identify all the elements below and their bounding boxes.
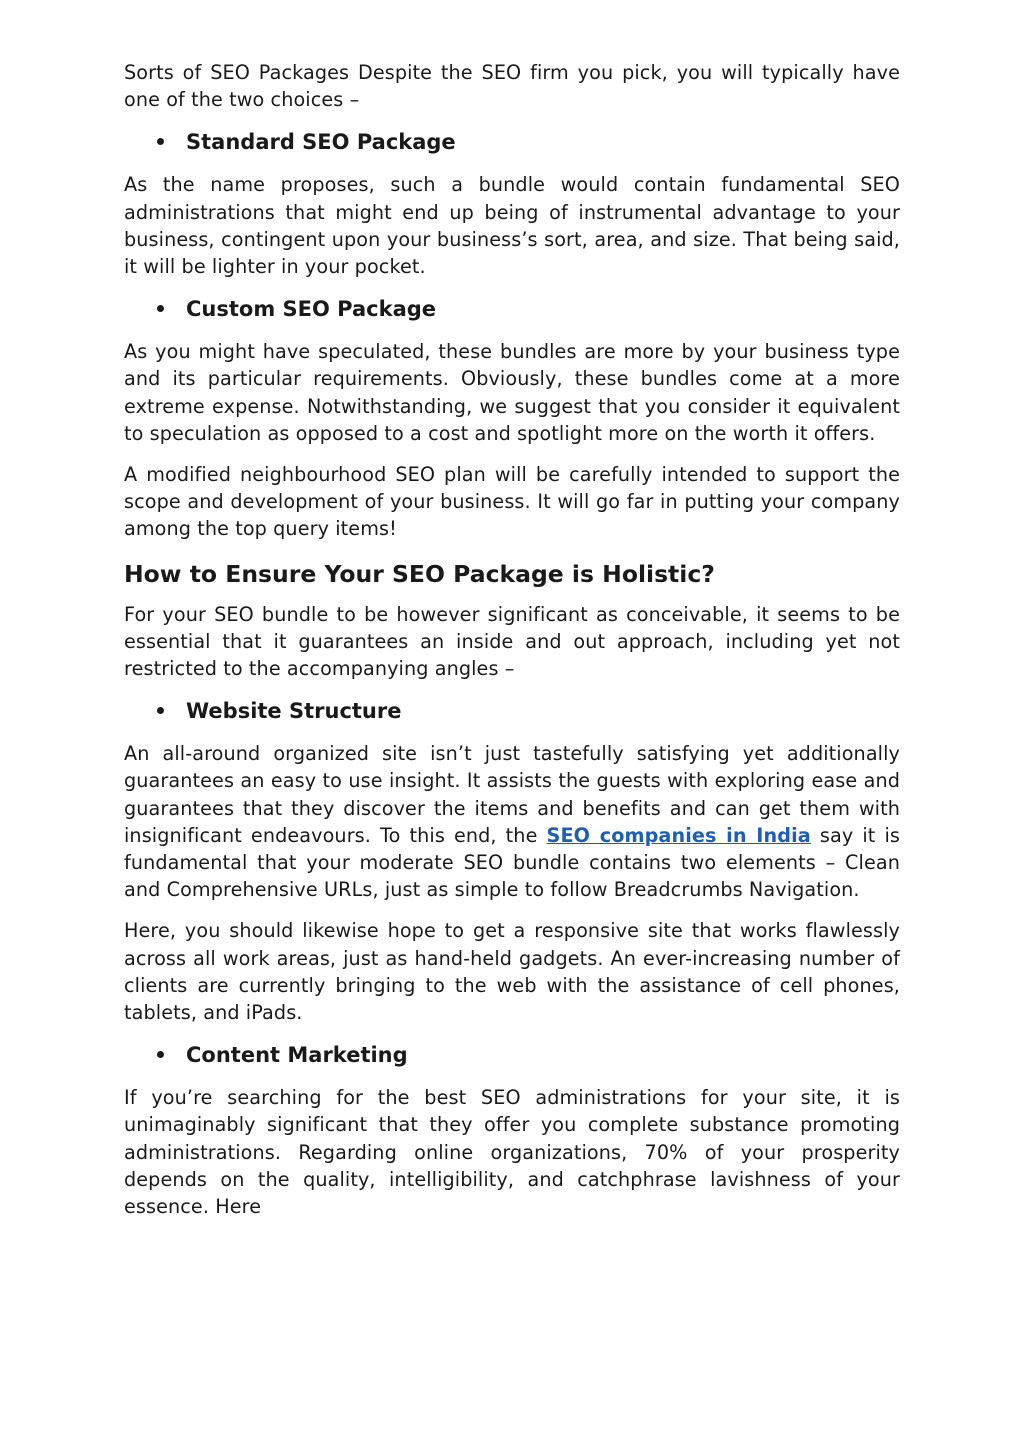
holistic-paragraph: For your SEO bundle to be however significant as conceivable, it seems to be essential that it guarantees an inside and out approach, including yet not restricted to the accompanying angles – bbox=[124, 602, 900, 681]
seo-companies-india-link[interactable]: SEO companies in India bbox=[546, 823, 811, 847]
standard-package-paragraph: As the name proposes, such a bundle would contain fundamental SEO administrations that might end up being of instrumental advantage to your business, contingent upon your business’s sort, area, and size. That being said, it will be lighter in your pocket. bbox=[124, 173, 900, 279]
content-marketing-paragraph: If you’re searching for the best SEO administrations for your site, it is unimaginably significant that they offer you complete substance promoting administrations. Regarding online organizations, 70% of your prosperity depends on the quality, intelligibility, and catchphrase lavishness of your essence. Here bbox=[124, 1086, 900, 1219]
bullet-standard-seo-package bbox=[124, 127, 900, 157]
bullet-heading-custom: Custom SEO Package bbox=[186, 297, 437, 322]
bullet-icon bbox=[157, 138, 164, 145]
website-text-before-link: An all-around organized site isn’t just tastefully satisfying yet additionally guarantees an easy to use insight. It assists the guests with exploring ease and guarantees that they discover the items and benefits and can get them with insignificant endeavours. To this end, the bbox=[124, 742, 900, 847]
bullet-icon bbox=[157, 707, 164, 714]
bullet-heading-standard: Standard SEO Package bbox=[186, 130, 456, 155]
bullet-content-marketing bbox=[124, 1040, 900, 1070]
custom-package-paragraph-2: A modified neighbourhood SEO plan will be carefully intended to support the scope and development of your business. It will go far in putting your company among the top query items! bbox=[124, 463, 900, 541]
custom-package-paragraph-1: As you might have speculated, these bundles are more by your business type and its particular requirements. Obviously, these bundles come at a more extreme expense. Notwithstanding, we suggest that you consider it equivalent to speculation as opposed to a cost and spotlight more on the worth it offers. bbox=[124, 340, 900, 445]
bullet-icon bbox=[157, 1051, 164, 1058]
bullet-website-structure bbox=[124, 696, 900, 726]
website-structure-paragraph bbox=[124, 740, 900, 903]
section-heading-holistic: How to Ensure Your SEO Package is Holistic? bbox=[124, 559, 715, 588]
bullet-custom-seo-package bbox=[124, 294, 900, 324]
bullet-icon bbox=[157, 305, 164, 312]
bullet-heading-website: Website Structure bbox=[186, 699, 402, 724]
website-text-after-link: say it is fundamental that your moderate SEO bundle contains two elements – Clean and Comprehensive URLs, just as simple to follow Breadcrumbs Navigation. bbox=[124, 823, 900, 902]
document-page bbox=[124, 59, 900, 1234]
intro-paragraph: Sorts of SEO Packages Despite the SEO firm you pick, you will typically have one of the two choices – bbox=[124, 61, 900, 112]
responsive-site-paragraph: Here, you should likewise hope to get a responsive site that works flawlessly across all work areas, just as hand-held gadgets. An ever-increasing number of clients are currently bringing to the web with the assistance of cell phones, tablets, and iPads. bbox=[124, 919, 900, 1025]
bullet-heading-content: Content Marketing bbox=[186, 1043, 408, 1068]
